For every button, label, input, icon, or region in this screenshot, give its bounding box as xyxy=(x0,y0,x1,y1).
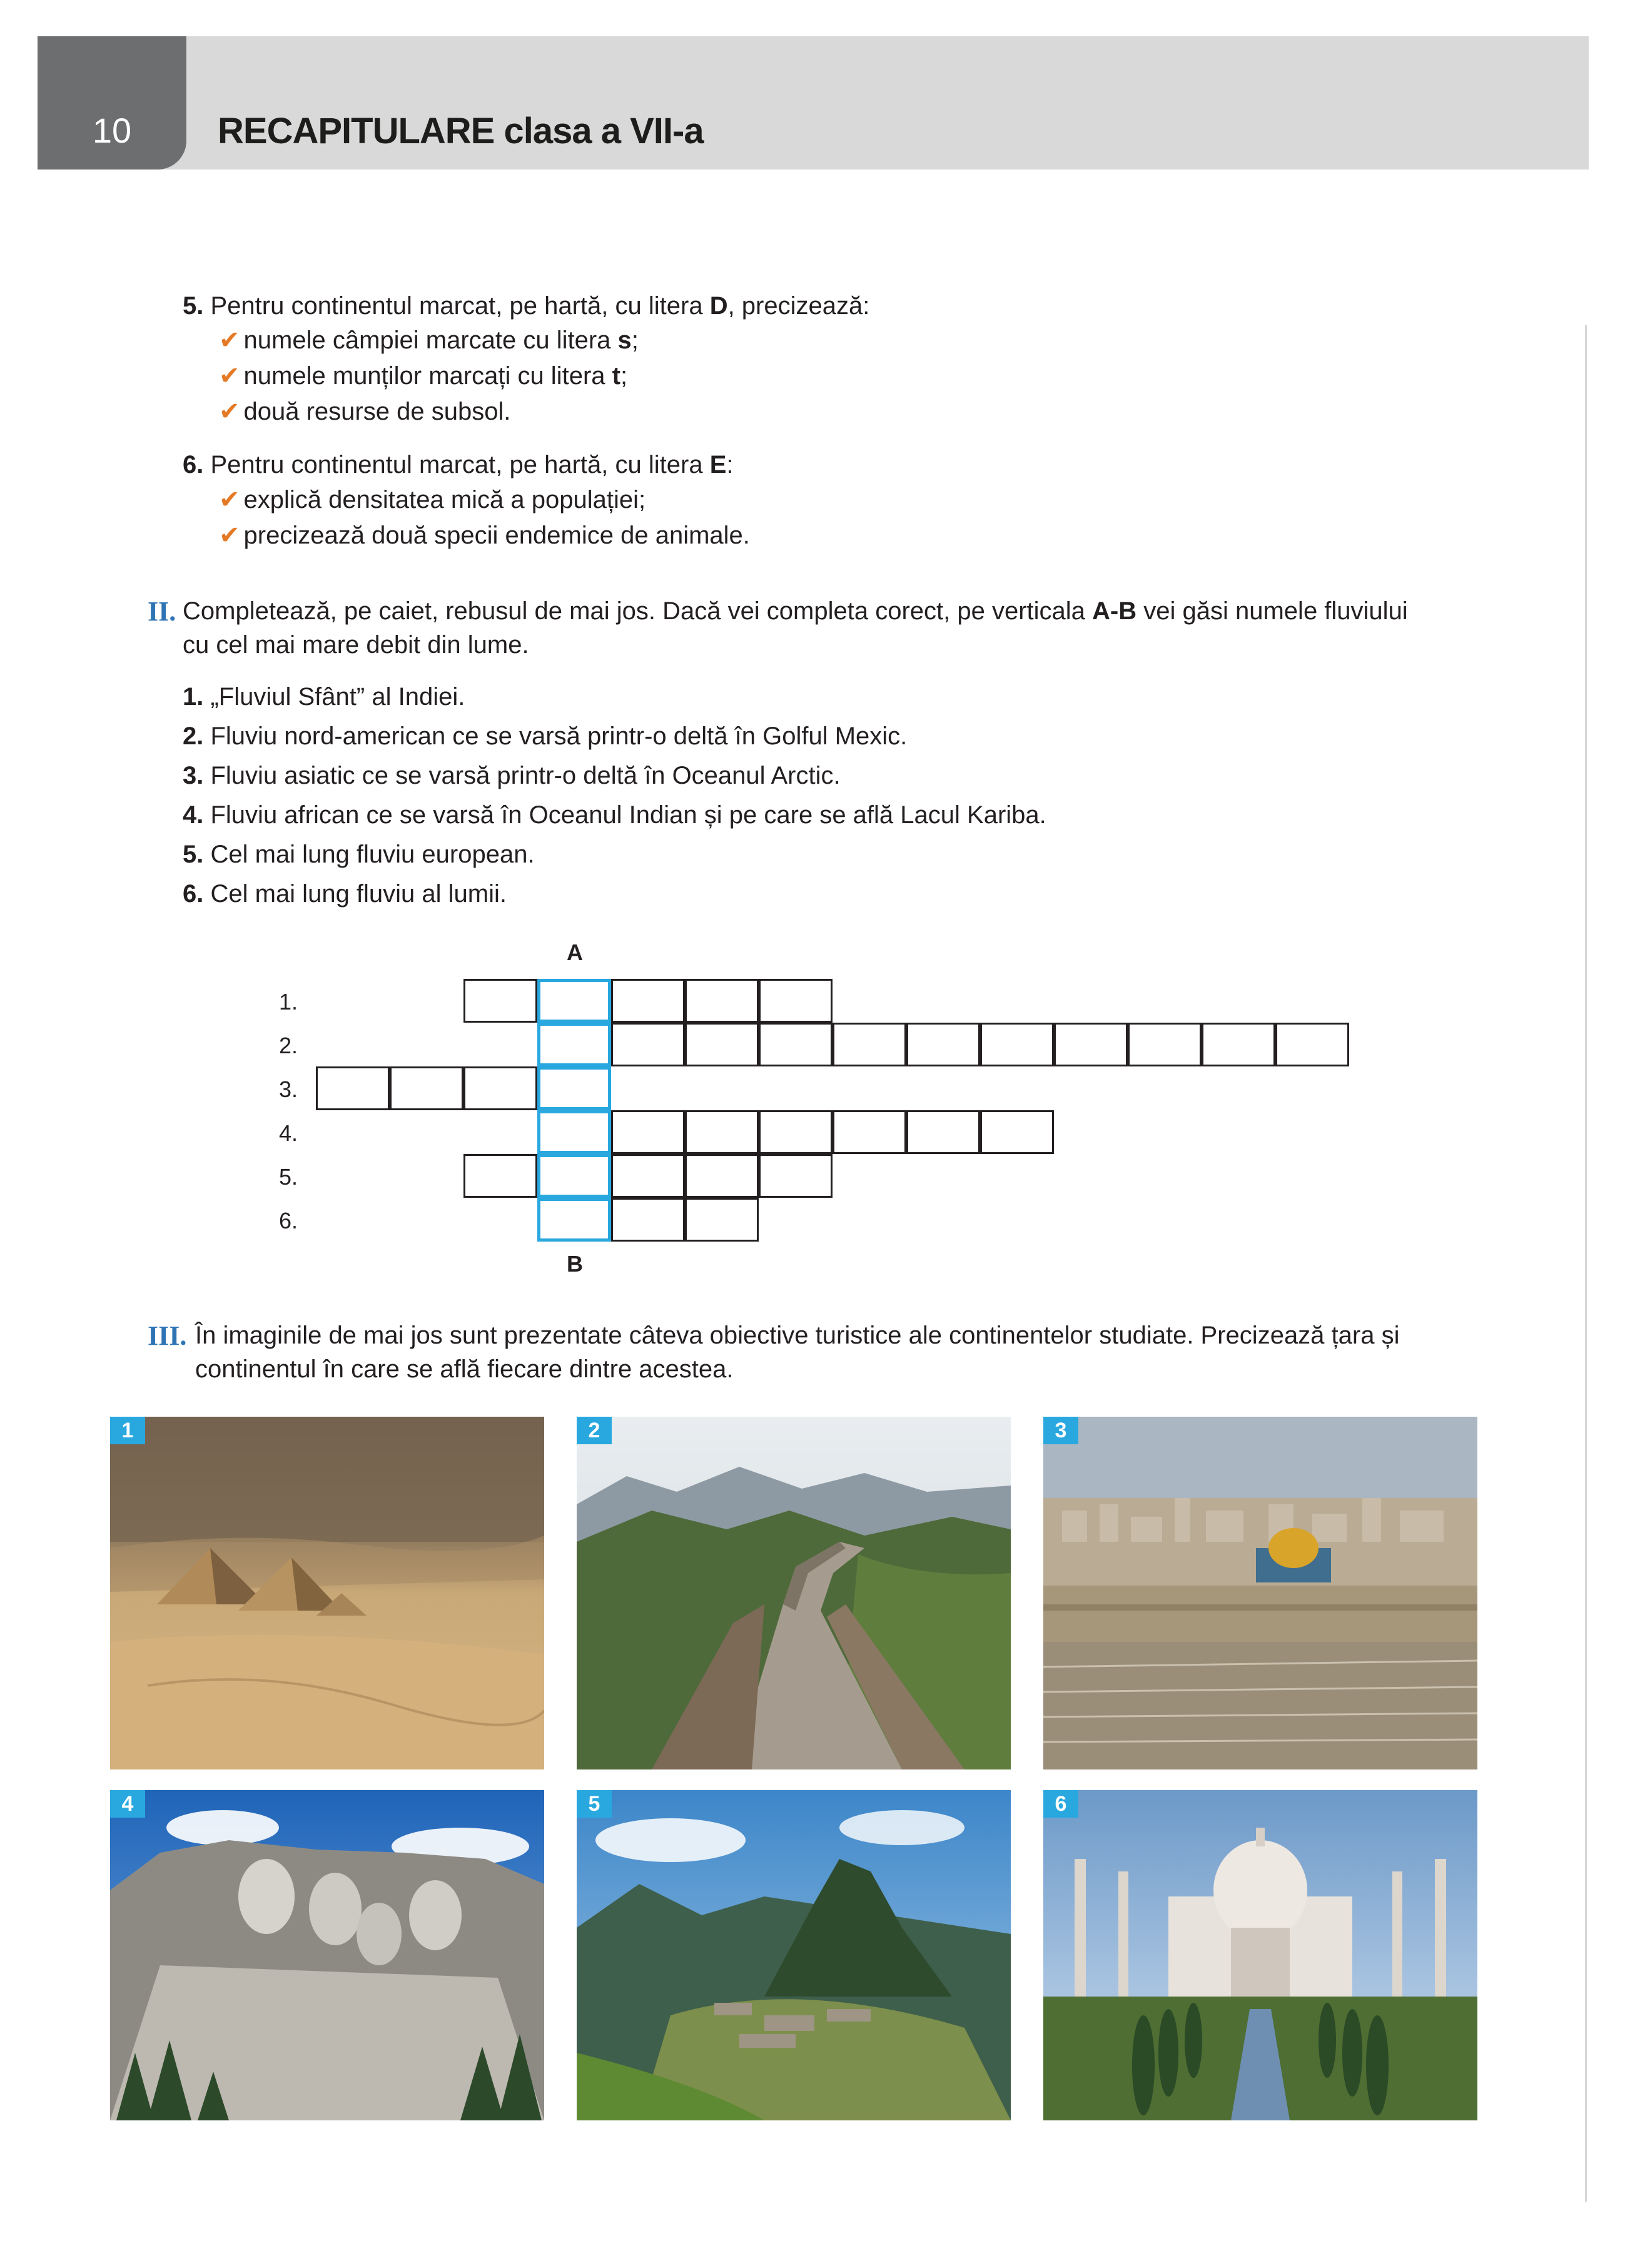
crossword-key-cell[interactable] xyxy=(537,979,611,1023)
q5-bullet-2 xyxy=(219,358,627,394)
crossword-cell[interactable] xyxy=(1275,1023,1349,1066)
q6-letter: E xyxy=(709,451,727,478)
clue-3 xyxy=(183,757,841,794)
crossword-key-cell[interactable] xyxy=(537,1066,611,1110)
q5-b2-end: ; xyxy=(620,362,628,390)
crossword-cell[interactable] xyxy=(759,1110,833,1154)
q6-b2-text: precizează două specii endemice de animale. xyxy=(243,522,750,549)
page-edge-rule xyxy=(1585,325,1587,2202)
crossword-cell[interactable] xyxy=(611,1154,685,1198)
q5-number: 5. xyxy=(183,292,204,320)
q5-b1-text: numele câmpiei marcate cu litera xyxy=(243,327,618,354)
crossword-cell[interactable] xyxy=(316,1066,390,1110)
clue-number: 5. xyxy=(183,841,204,868)
photo-mount-rushmore xyxy=(110,1790,544,2120)
crossword-label-a: A xyxy=(567,939,583,965)
crossword-row-label: 4. xyxy=(279,1120,298,1146)
clue-6 xyxy=(183,876,507,912)
photo-badge-6: 6 xyxy=(1043,1790,1078,1818)
q6-text-end: : xyxy=(726,451,734,478)
crossword-cell[interactable] xyxy=(463,1154,537,1198)
crossword-cell[interactable] xyxy=(1202,1023,1275,1066)
crossword-row-label: 3. xyxy=(279,1076,298,1102)
crossword-cell[interactable] xyxy=(759,1023,833,1066)
section-2-ab: A-B xyxy=(1092,597,1137,625)
clue-text: Cel mai lung fluviu european. xyxy=(210,841,535,868)
clue-number: 1. xyxy=(183,683,204,711)
crossword-cell[interactable] xyxy=(463,979,537,1023)
section-2-instruction xyxy=(183,593,1408,629)
crossword-cell[interactable] xyxy=(833,1110,906,1154)
crossword-cell[interactable] xyxy=(906,1110,980,1154)
crossword-cell[interactable] xyxy=(685,1023,759,1066)
q6-text: Pentru continentul marcat, pe hartă, cu litera xyxy=(210,451,710,478)
crossword-cell[interactable] xyxy=(685,1154,759,1198)
checkmark-icon: ✔ xyxy=(219,362,240,390)
page-number: 10 xyxy=(92,111,132,150)
clue-text: Cel mai lung fluviu al lumii. xyxy=(210,880,507,908)
photo-badge-2: 2 xyxy=(577,1417,612,1444)
crossword-cell[interactable] xyxy=(980,1110,1054,1154)
crossword-row-label: 1. xyxy=(279,989,298,1015)
crossword-cell[interactable] xyxy=(1128,1023,1202,1066)
crossword-row-label: 6. xyxy=(279,1208,298,1233)
q5-prompt xyxy=(183,288,869,324)
q5-b1-letter: s xyxy=(617,327,632,354)
crossword-cell[interactable] xyxy=(685,1198,759,1242)
crossword-row-label: 5. xyxy=(279,1164,298,1190)
checkmark-icon: ✔ xyxy=(219,486,240,514)
crossword-cell[interactable] xyxy=(685,979,759,1023)
clue-text: Fluviu asiatic ce se varsă printr-o deltă în Oceanul Arctic. xyxy=(210,762,841,789)
photo-great-wall xyxy=(577,1417,1011,1769)
crossword-cell[interactable] xyxy=(611,1023,685,1066)
checkmark-icon: ✔ xyxy=(219,522,240,549)
photo-badge-5: 5 xyxy=(577,1790,612,1818)
photo-taj-mahal xyxy=(1043,1790,1477,2120)
crossword-cell[interactable] xyxy=(980,1023,1054,1066)
crossword-cell[interactable] xyxy=(611,979,685,1023)
clue-4 xyxy=(183,797,1046,833)
photo-badge-4: 4 xyxy=(110,1790,145,1818)
photo-machu-picchu xyxy=(577,1790,1011,2120)
clue-2 xyxy=(183,718,907,754)
crossword-cell[interactable] xyxy=(685,1110,759,1154)
q6-bullet-1 xyxy=(219,482,645,518)
crossword-cell[interactable] xyxy=(833,1023,906,1066)
section-3-instruction-line2: continentul în care se află fiecare dintre acestea. xyxy=(195,1355,734,1383)
crossword-key-cell[interactable] xyxy=(537,1198,611,1242)
crossword-cell[interactable] xyxy=(1054,1023,1128,1066)
clue-number: 3. xyxy=(183,762,204,789)
crossword-row-label: 2. xyxy=(279,1033,298,1058)
photo-pyramids xyxy=(110,1417,544,1769)
clue-1 xyxy=(183,679,465,715)
clue-text: Fluviu african ce se varsă în Oceanul Indian și pe care se află Lacul Kariba. xyxy=(210,801,1046,829)
section-2-text: Completează, pe caiet, rebusul de mai jos. Dacă vei completa corect, pe verticala xyxy=(183,597,1093,625)
crossword-key-cell[interactable] xyxy=(537,1154,611,1198)
crossword-cell[interactable] xyxy=(463,1066,537,1110)
crossword-cell[interactable] xyxy=(906,1023,980,1066)
crossword-key-cell[interactable] xyxy=(537,1023,611,1066)
q5-text: Pentru continentul marcat, pe hartă, cu litera xyxy=(210,292,710,320)
q5-bullet-1 xyxy=(219,322,639,358)
crossword-cell[interactable] xyxy=(390,1066,463,1110)
photo-jerusalem xyxy=(1043,1417,1477,1769)
section-2-numeral: II. xyxy=(148,596,176,627)
section-3-numeral: III. xyxy=(148,1320,187,1351)
q6-number: 6. xyxy=(183,451,204,478)
photo-badge-1: 1 xyxy=(110,1417,145,1444)
section-2-text-end: vei găsi numele fluviului xyxy=(1136,597,1408,625)
crossword-cell[interactable] xyxy=(759,1154,833,1198)
clue-number: 6. xyxy=(183,880,204,908)
crossword-cell[interactable] xyxy=(611,1110,685,1154)
clue-number: 2. xyxy=(183,722,204,750)
clue-text: Fluviu nord-american ce se varsă printr-o deltă în Golful Mexic. xyxy=(210,722,908,750)
crossword-cell[interactable] xyxy=(611,1198,685,1242)
q5-bullet-3 xyxy=(219,393,510,430)
crossword-cell[interactable] xyxy=(759,979,833,1023)
photo-badge-3: 3 xyxy=(1043,1417,1078,1444)
q5-b3-text: două resurse de subsol. xyxy=(243,398,511,425)
q5-b2-text: numele munților marcați cu litera xyxy=(243,362,612,390)
section-2-instruction-line2: cu cel mai mare debit din lume. xyxy=(183,631,529,659)
q5-b1-end: ; xyxy=(631,327,639,354)
crossword-label-b: B xyxy=(567,1251,583,1277)
clue-5 xyxy=(183,836,535,873)
crossword-key-cell[interactable] xyxy=(537,1110,611,1154)
q6-b1-text: explică densitatea mică a populației; xyxy=(243,486,646,514)
clue-text: „Fluviul Sfânt” al Indiei. xyxy=(210,683,465,711)
checkmark-icon: ✔ xyxy=(219,327,240,354)
q5-letter: D xyxy=(709,292,728,320)
clue-number: 4. xyxy=(183,801,204,829)
page-title: RECAPITULARE clasa a VII-a xyxy=(218,111,704,151)
section-3-instruction: În imaginile de mai jos sunt prezentate câteva obiective turistice ale continentelor studiate. Precizează țara și xyxy=(195,1322,1400,1349)
q6-prompt xyxy=(183,447,734,483)
checkmark-icon: ✔ xyxy=(219,398,240,425)
q5-text-end: , precizează: xyxy=(727,292,870,320)
q5-b2-letter: t xyxy=(612,362,620,390)
q6-bullet-2 xyxy=(219,517,750,554)
